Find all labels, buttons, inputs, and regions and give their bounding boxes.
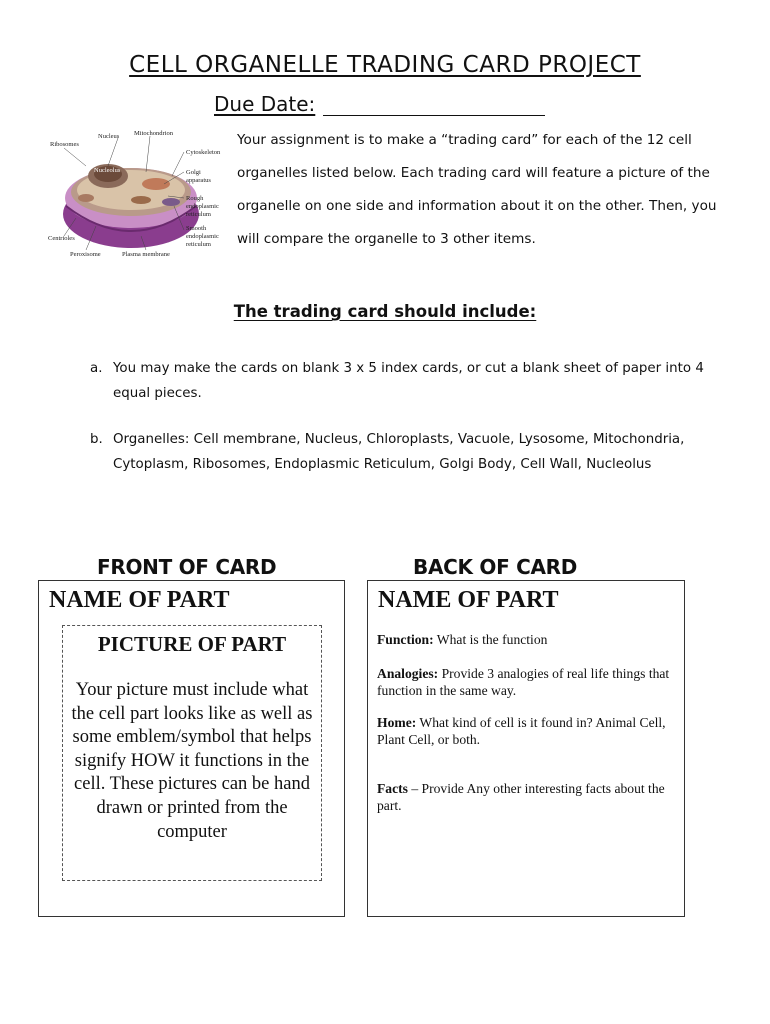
front-card-label: FRONT OF CARD — [97, 555, 277, 579]
label-mitochondrion: Mitochondrion — [134, 130, 173, 137]
due-date-row — [214, 92, 545, 116]
picture-title: PICTURE OF PART — [97, 632, 287, 656]
back-card-name: NAME OF PART — [378, 587, 559, 613]
facts-field — [377, 780, 677, 814]
due-date-label: Due Date: — [214, 92, 316, 116]
label-rough-3: reticulum — [186, 211, 211, 218]
list-marker: a. — [90, 361, 103, 376]
facts-text: – Provide Any other interesting facts about the part. — [377, 781, 665, 813]
function-text: What is the function — [433, 632, 548, 647]
picture-description: Your picture must include what the cell part looks like as well as some emblem/symbol that helps signify HOW it functions in the cell. These pictures can be hand drawn or printed from the computer — [71, 680, 313, 842]
back-card — [367, 580, 685, 917]
label-cytoskeleton: Cytoskeleton — [186, 149, 221, 156]
label-plasma-membrane: Plasma membrane — [122, 251, 170, 258]
facts-label: Facts — [377, 781, 408, 796]
back-card-label: BACK OF CARD — [413, 555, 578, 579]
list-item-text: Organelles: Cell membrane, Nucleus, Chloroplasts, Vacuole, Lysosome, Mitochondria, Cytoplasm, Ribosomes, Endoplasmic Reticulum, Golgi Body, Cell Wall, Nucleolus — [113, 432, 685, 472]
label-smooth-3: reticulum — [186, 241, 211, 248]
list-marker: b. — [90, 432, 103, 447]
front-card-name: NAME OF PART — [49, 587, 230, 613]
assignment-intro: Your assignment is to make a “trading card” for each of the 12 cell organelles listed below. Each trading card will feature a picture of the organelle on one side and information about it on the other. Then, you will compare the organelle to 3 other items. — [237, 132, 717, 247]
label-nucleolus: Nucleolus — [94, 167, 121, 174]
function-label: Function: — [377, 632, 434, 647]
picture-box — [62, 625, 322, 881]
label-peroxisome: Peroxisome — [70, 251, 101, 258]
label-smooth: Smooth — [186, 225, 207, 232]
label-centrioles: Centrioles — [48, 235, 75, 242]
home-field — [377, 714, 677, 748]
label-golgi-2: apparatus — [186, 177, 211, 184]
label-rough-2: endoplasmic — [186, 203, 219, 210]
label-golgi: Golgi — [186, 169, 201, 176]
list-item — [90, 356, 730, 406]
include-heading: The trading card should include: — [233, 302, 537, 321]
home-text: What kind of cell is it found in? Animal Cell, Plant Cell, or both. — [377, 715, 666, 747]
list-item — [90, 427, 730, 477]
label-nucleus: Nucleus — [98, 133, 120, 140]
due-date-blank-line — [323, 97, 545, 116]
front-card — [38, 580, 345, 917]
page-title: CELL ORGANELLE TRADING CARD PROJECT — [129, 52, 641, 78]
analogies-label: Analogies: — [377, 666, 439, 681]
analogies-text: Provide 3 analogies of real life things that function in the same way. — [377, 666, 670, 698]
label-ribosomes: Ribosomes — [50, 141, 79, 148]
label-smooth-2: endoplasmic — [186, 233, 219, 240]
label-rough: Rough — [186, 195, 204, 202]
home-label: Home: — [377, 715, 417, 730]
list-item-text: You may make the cards on blank 3 x 5 index cards, or cut a blank sheet of paper into 4 equal pieces. — [113, 361, 704, 401]
cell-diagram-image — [46, 126, 228, 258]
function-field — [377, 631, 677, 648]
analogies-field — [377, 665, 677, 699]
